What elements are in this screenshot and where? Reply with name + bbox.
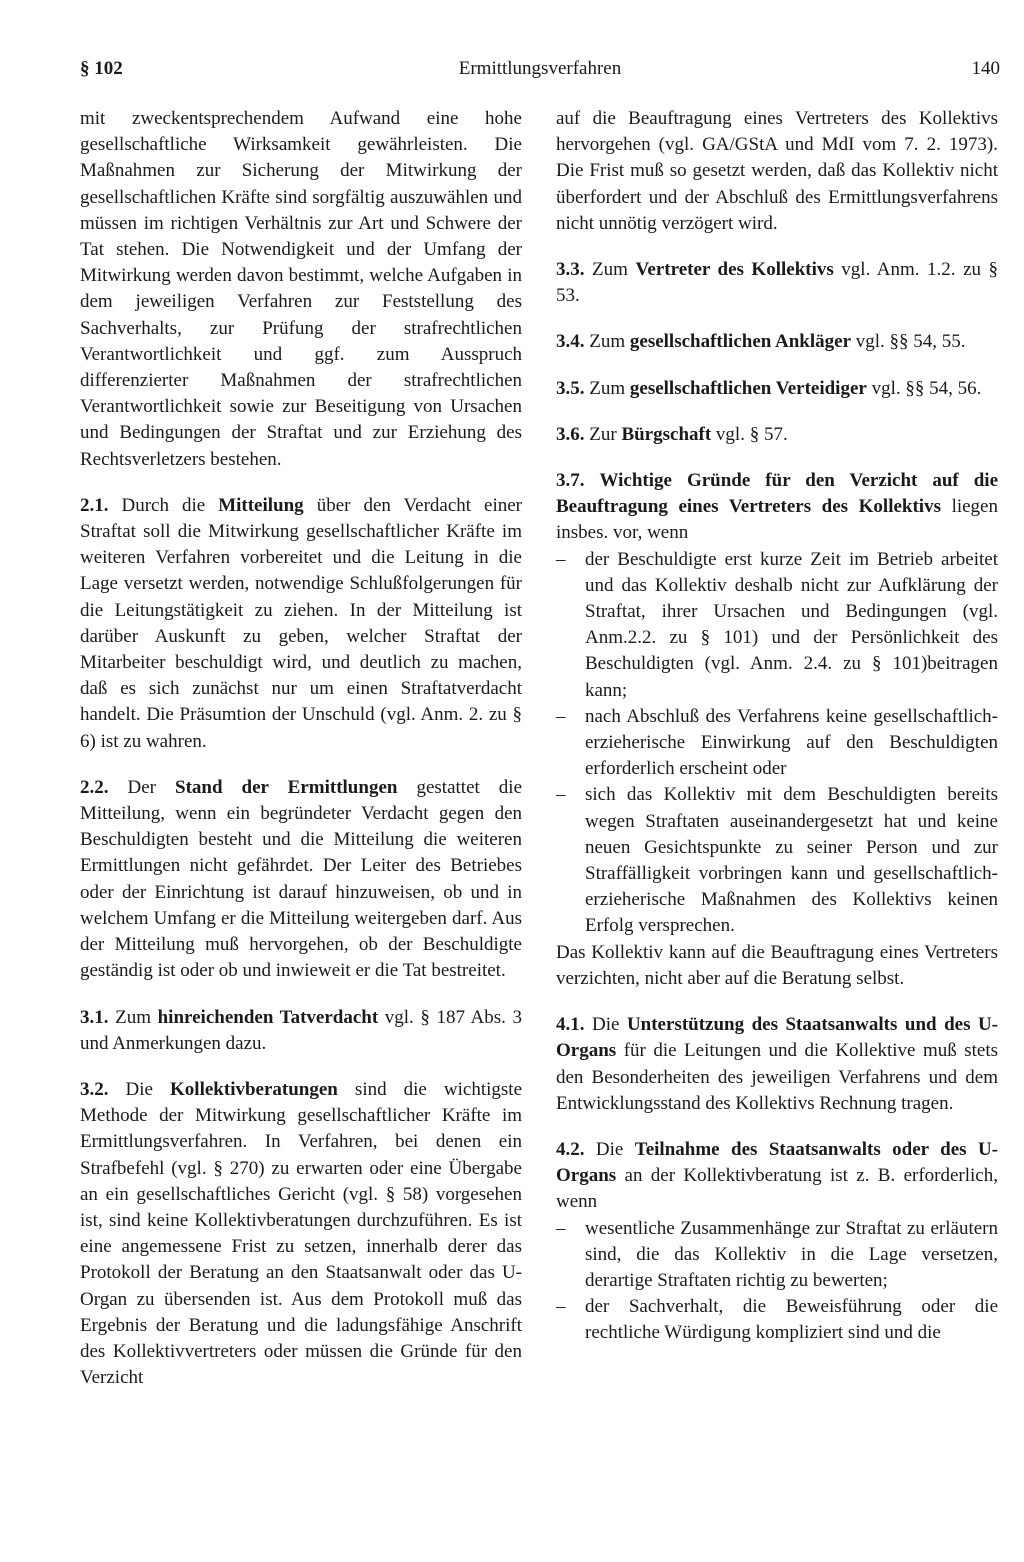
paragraph-keyword: gesellschaftlichen Verteidiger bbox=[629, 377, 867, 399]
paragraph-text: Die bbox=[592, 1014, 620, 1036]
paragraph-number: 2.1. bbox=[80, 494, 109, 516]
paragraph-text: vgl. Anm. 1.2. zu § 53. bbox=[556, 259, 999, 307]
paragraph-text: vgl. §§ 54, 55. bbox=[855, 331, 966, 353]
paragraph-text: liegen insbes. vor, wenn bbox=[556, 496, 998, 544]
paragraph-text: über den Verdacht einer Straftat soll die Mitwirkung gesellschaftlicher Kräfte im weiteren Verfahren vorbereitet und die Leitung in die Lage versetzt werden, notwendige Schlußfolgerungen für die Leitungstätigkeit zu ziehen. In der Mitteilung ist darüber Auskunft zu geben, welcher Straftat der Mitarbeiter beschuldigt wird, und deutlich zu machen, daß es sich zunächst nur um einen Straftatverdacht handelt. Die Präsumtion der Unschuld (vgl. Anm. 2. zu § 6) ist zu wahren. bbox=[80, 494, 523, 752]
list-item bbox=[556, 782, 998, 939]
paragraph-3-1 bbox=[80, 1005, 522, 1057]
paragraph-text: vgl. §§ 54, 56. bbox=[871, 377, 982, 399]
list-item bbox=[556, 1294, 998, 1346]
paragraph-2-2 bbox=[80, 775, 522, 985]
paragraph-3-6 bbox=[556, 422, 998, 448]
paragraph-number: 4.2. bbox=[556, 1138, 585, 1160]
paragraph-text: Zum bbox=[592, 259, 628, 281]
page-number: 140 bbox=[971, 58, 1000, 79]
paragraph-keyword: Stand der Ermittlungen bbox=[175, 776, 398, 798]
list-item bbox=[556, 1216, 998, 1295]
paragraph-3-2 bbox=[80, 1077, 522, 1391]
list-item-text: der Sachverhalt, die Beweisführung oder die rechtliche Würdigung kompliziert sind und die bbox=[585, 1296, 998, 1344]
paragraph-intro bbox=[556, 468, 998, 547]
paragraph-3-5 bbox=[556, 376, 998, 402]
dash-bullet: – bbox=[556, 1217, 566, 1239]
paragraph-number: 3.6. bbox=[556, 423, 585, 445]
dash-bullet: – bbox=[556, 784, 566, 806]
paragraph-intro bbox=[556, 1137, 998, 1216]
paragraph-text: vgl. § 187 Abs. 3 und Anmerkungen dazu. bbox=[80, 1006, 523, 1054]
paragraph-4-1 bbox=[556, 1012, 998, 1117]
paragraph-keyword: Bürgschaft bbox=[621, 423, 712, 445]
list-item bbox=[556, 704, 998, 783]
paragraph-text: für die Leitungen und die Kollektive muß stets den Besonderheiten des jeweiligen Verfahrens und dem Entwicklungsstand des Kollektivs Rechnung tragen. bbox=[556, 1040, 999, 1114]
paragraph-number: 3.7. bbox=[556, 470, 585, 492]
paragraph-number: 2.2. bbox=[80, 776, 109, 798]
paragraph-keyword: Wichtige Gründe für den Verzicht auf die Beauftragung eines Vertreters des Kollektivs bbox=[556, 470, 999, 518]
list-item bbox=[556, 547, 998, 704]
section-number: § 102 bbox=[80, 58, 123, 79]
page-header bbox=[80, 58, 1000, 88]
paragraph-text: Zum bbox=[115, 1006, 151, 1028]
dash-bullet: – bbox=[556, 548, 566, 570]
running-title: Ermittlungsverfahren bbox=[458, 58, 622, 79]
paragraph-keyword: gesellschaftlichen Ankläger bbox=[629, 331, 852, 353]
paragraph-4-2 bbox=[556, 1137, 998, 1347]
paragraph-number: 3.4. bbox=[556, 331, 585, 353]
paragraph-keyword: Unterstützung des Staatsanwalts und des U-Organs bbox=[556, 1014, 999, 1062]
paragraph-number: 3.3. bbox=[556, 259, 585, 281]
paragraph-keyword: Vertreter des Kollektivs bbox=[635, 259, 834, 281]
list-item-text: nach Abschluß des Verfahrens keine gesellschaftlich-erzieherische Einwirkung auf den Beschuldigten erforderlich erscheint oder bbox=[585, 705, 998, 780]
paragraph-text: Zum bbox=[589, 377, 626, 399]
paragraph-text: vgl. § 57. bbox=[715, 423, 788, 445]
paragraph-keyword: Kollektivberatungen bbox=[170, 1078, 338, 1100]
dash-bullet: – bbox=[556, 1296, 566, 1318]
paragraph-number: 3.1. bbox=[80, 1006, 109, 1028]
paragraph-number: 4.1. bbox=[556, 1014, 585, 1036]
paragraph-text: Die bbox=[125, 1078, 153, 1100]
paragraph-continuation: auf die Beauftragung eines Vertreters des Kollektivs hervorgehen (vgl. GA/GStA und MdI vom 7. 2. 1973). Die Frist muß so gesetzt werden, daß das Kollektiv nicht überfordert und der Abschluß des Ermittlungsverfahrens nicht unnötig verzögert wird. bbox=[556, 108, 998, 234]
list-item-text: der Beschuldigte erst kurze Zeit im Betrieb arbeitet und das Kollektiv deshalb nicht zur Aufklärung der Straftat, ihrer Ursachen und Bedingungen (vgl. Anm.2.2. zu § 101) und der Persönlichkeit des Beschuldigten (vgl. Anm. 2.4. zu § 101)beitragen kann; bbox=[585, 548, 998, 701]
right-column bbox=[556, 106, 998, 1367]
paragraph-continuation: mit zweckentsprechendem Aufwand eine hohe gesellschaftliche Wirksamkeit gewährleisten. Die Maßnahmen zur Sicherung der Mitwirkung der gesellschaftlichen Kräfte sind sorgfältig auszuwählen und müssen im richtigen Verhältnis zur Art und Schwere der Tat stehen. Die Notwendigkeit und der Umfang der Mitwirkung werden davon bestimmt, welche Aufgaben in dem jeweiligen Verfahren zur Feststellung des Sachverhalts, zur Prüfung der strafrechtlichen Verantwortlichkeit und ggf. zum Ausspruch differenzierter Maßnahmen der strafrechtlichen Verantwortlichkeit sowie zur Beseitigung von Ursachen und Bedingungen der Straftat und zur Erziehung des Rechtsverletzers bestehen. bbox=[80, 108, 522, 470]
paragraph-3-7 bbox=[556, 468, 998, 992]
paragraph-keyword: Mitteilung bbox=[218, 494, 304, 516]
paragraph-2-1 bbox=[80, 493, 522, 755]
paragraph-number: 3.5. bbox=[556, 377, 585, 399]
paragraph-number: 3.2. bbox=[80, 1078, 109, 1100]
list-item-text: sich das Kollektiv mit dem Beschuldigten bereits wegen Straftaten auseinandergesetzt hat und keine neuen Gesichtspunkte zu seiner Person und zur Straffälligkeit vorbringen kann und gesellschaftlich-erzieherische Maßnahmen des Kollektivs keinen Erfolg versprechen. bbox=[585, 784, 998, 937]
paragraph-text: Zum bbox=[589, 331, 626, 353]
paragraph-3-3 bbox=[556, 257, 998, 309]
left-column bbox=[80, 106, 522, 1411]
paragraph-text: Die bbox=[595, 1138, 624, 1160]
paragraph-text: Durch die bbox=[121, 494, 206, 516]
paragraph-text: sind die wichtigste Methode der Mitwirkung gesellschaftlicher Kräfte im Ermittlungsverfahren. In Verfahren, bei denen ein Strafbefehl (vgl. § 270) zu erwarten oder eine Übergabe an ein gesellschaftliches Gericht (vgl. § 58) vorgesehen ist, sind keine Kollektivberatungen durchzuführen. Es ist eine angemessene Frist zu setzen, innerhalb derer das Protokoll der Beratung an den Staatsanwalt oder das U-Organ zu übersenden ist. Aus dem Protokoll muß das Ergebnis der Beratung und die ladungsfähige Anschrift des Kollektivvertreters oder müssen die Gründe für den Verzicht bbox=[80, 1078, 522, 1389]
paragraph-keyword: hinreichenden Tatverdacht bbox=[157, 1006, 379, 1028]
dash-bullet: – bbox=[556, 705, 566, 727]
paragraph-text: gestattet die Mitteilung, wenn ein begründeter Verdacht gegen den Beschuldigten besteht und die Mitteilung die weiteren Ermittlungen nicht gefährdet. Der Leiter des Betriebes oder der Einrichtung ist darauf hinzuweisen, ob und in welchem Umfang er die Mitteilung weitergeben darf. Aus der Mitteilung muß hervorgehen, ob der Beschuldigte geständig ist oder ob und inwieweit er die Tat bestreitet. bbox=[80, 776, 523, 982]
paragraph-3-4 bbox=[556, 329, 998, 355]
list-item-text: wesentliche Zusammenhänge zur Straftat zu erläutern sind, die das Kollektiv in die Lage versetzen, derartige Straftaten richtig zu bewerten; bbox=[585, 1217, 998, 1291]
paragraph-keyword: Teilnahme des Staatsanwalts oder des U-Organs bbox=[556, 1138, 999, 1187]
paragraph-text: Der bbox=[127, 776, 156, 798]
paragraph-text: an der Kollektivberatung ist z. B. erforderlich, wenn bbox=[556, 1165, 998, 1213]
paragraph-closing: Das Kollektiv kann auf die Beauftragung eines Vertreters verzichten, nicht aber auf die Beratung selbst. bbox=[556, 941, 998, 989]
paragraph-text: Zur bbox=[589, 423, 617, 445]
